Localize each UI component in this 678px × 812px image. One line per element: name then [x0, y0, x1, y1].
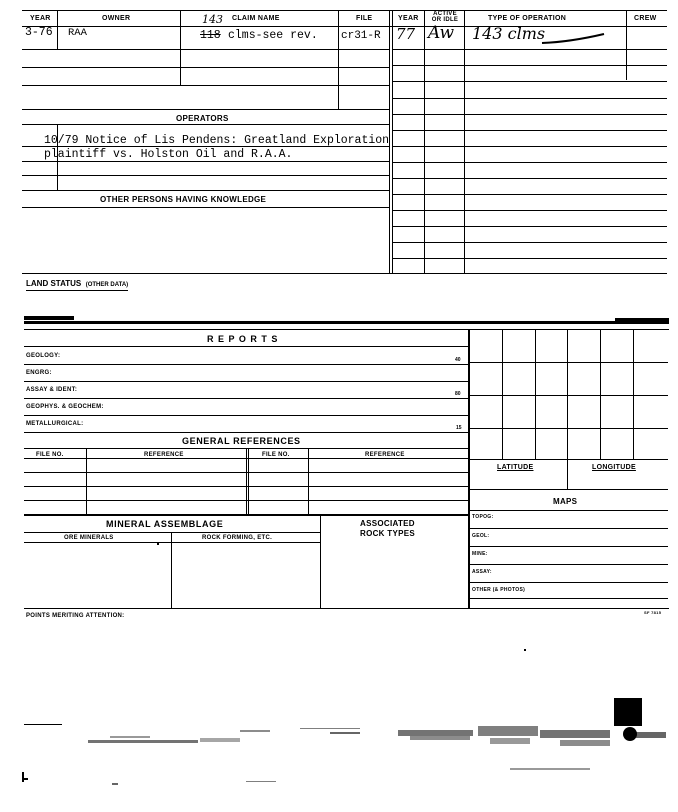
operators-line-2: plaintiff vs. Holston Oil and R.A.A. — [44, 148, 293, 161]
gr-col-divider-2b — [248, 448, 249, 514]
right-row-9 — [392, 178, 667, 179]
right-row-7 — [392, 146, 667, 147]
mineral-subheader-line — [24, 542, 320, 543]
right-row-11 — [392, 210, 667, 211]
reports-metallurgical-num: 15 — [456, 425, 462, 431]
latitude-label: LATITUDE — [497, 464, 534, 471]
header-crew: CREW — [634, 15, 657, 22]
reports-geology-num: 40 — [455, 357, 461, 363]
right-row-10 — [392, 194, 667, 195]
maps-geol: GEOL: — [472, 533, 490, 539]
col-crew-divider — [626, 10, 627, 80]
right-row-12 — [392, 226, 667, 227]
general-references-title: GENERAL REFERENCES — [182, 436, 301, 446]
maps-assay: ASSAY: — [472, 569, 492, 575]
bottom-section-top-rule — [24, 321, 669, 324]
gr-col-reference: REFERENCE — [144, 452, 184, 458]
grid-row-4 — [468, 459, 668, 460]
operators-line-1: 10/79 Notice of Lis Pendens: Greatland Exploration — [44, 134, 390, 147]
row-line-4 — [22, 109, 389, 110]
reports-geology: GEOLOGY: — [26, 353, 61, 359]
right-row-8 — [392, 162, 667, 163]
reports-line-2 — [24, 381, 468, 382]
land-status-label — [26, 277, 128, 291]
grid-bottom-line — [468, 489, 668, 490]
operators-header-line — [22, 124, 389, 125]
section-divider-a — [389, 10, 390, 274]
maps-line-5 — [468, 598, 668, 599]
reports-line-1 — [24, 364, 468, 365]
scan-noise — [0, 640, 678, 812]
activity-operation: 143 clms — [472, 24, 546, 43]
gr-col-divider-2a — [246, 448, 247, 514]
row-line-2 — [22, 67, 389, 68]
claim-count-struck: 118 — [200, 29, 221, 42]
right-row-14 — [392, 258, 667, 259]
reports-engrg: ENGRG: — [26, 370, 52, 376]
bottom-section-bottom-line — [24, 608, 669, 609]
reports-line-3 — [24, 398, 468, 399]
reports-assay-num: 80 — [455, 391, 461, 397]
reports-metallurgical: METALLURGICAL: — [26, 421, 84, 427]
top-section-bottom — [22, 273, 667, 274]
right-row-1 — [392, 49, 667, 50]
reports-header-line — [24, 346, 468, 347]
header-divider — [22, 26, 667, 27]
grid-col-1 — [502, 329, 503, 459]
header-year-2: YEAR — [398, 15, 419, 22]
scan-mark-right — [615, 318, 669, 322]
maps-line-1 — [468, 528, 668, 529]
gr-col-reference-2: REFERENCE — [365, 452, 405, 458]
activity-active: Aw — [428, 23, 455, 43]
reports-geophys: GEOPHYS. & GEOCHEM: — [26, 404, 104, 410]
entry-owner: RAA — [68, 27, 87, 39]
maps-line-3 — [468, 564, 668, 565]
entry-year: 3-76 — [25, 26, 53, 39]
reports-line-5 — [24, 432, 468, 433]
maps-line-4 — [468, 582, 668, 583]
reports-title: R E P O R T S — [207, 334, 279, 344]
reports-assay: ASSAY & IDENT: — [26, 387, 78, 393]
ore-rock-divider — [171, 532, 172, 608]
grid-col-3 — [567, 329, 568, 459]
maps-title: MAPS — [553, 497, 578, 506]
header-claim-name: CLAIM NAME — [232, 15, 280, 22]
gr-bottom-line — [24, 514, 468, 516]
right-row-6 — [392, 130, 667, 131]
other-persons-line — [22, 207, 389, 208]
mineral-header-line — [24, 532, 320, 533]
entry-claim-name: clms-see rev. — [228, 29, 318, 42]
row-line-3 — [22, 85, 389, 86]
land-status-note: (OTHER DATA) — [85, 282, 129, 288]
row-line-1 — [22, 49, 389, 50]
operators-line-b — [22, 161, 389, 162]
maps-mine: MINE: — [472, 551, 488, 557]
gr-col-divider-1 — [86, 448, 87, 514]
lat-long-divider — [567, 459, 568, 489]
right-row-5 — [392, 114, 667, 115]
right-row-13 — [392, 242, 667, 243]
header-type-of-operation: TYPE OF OPERATION — [488, 15, 567, 22]
claim-count-handwritten: 143 — [202, 13, 223, 26]
maps-line-2 — [468, 546, 668, 547]
activity-year: 77 — [396, 25, 416, 43]
operators-header: OPERATORS — [176, 114, 229, 123]
operators-line-d — [22, 190, 389, 191]
header-file: FILE — [356, 15, 373, 22]
gr-col-divider-3 — [308, 448, 309, 514]
operators-line-c — [22, 175, 389, 176]
grid-row-3 — [468, 428, 668, 429]
scan-mark-left — [24, 316, 74, 320]
points-meriting-attention: POINTS MERITING ATTENTION: — [26, 613, 125, 619]
form-code: SF 7815 — [644, 610, 662, 615]
top-border — [22, 10, 667, 11]
col-claim-divider — [338, 10, 339, 110]
gr-line-3 — [24, 500, 468, 501]
maps-other: OTHER (& PHOTOS) — [472, 587, 526, 593]
reports-line-4 — [24, 415, 468, 416]
right-row-4 — [392, 98, 667, 99]
gr-line-2 — [24, 486, 468, 487]
ore-minerals-header: ORE MINERALS — [64, 535, 114, 541]
grid-col-2 — [535, 329, 536, 459]
rock-forming-header: ROCK FORMING, ETC. — [202, 535, 273, 541]
associated-header: ASSOCIATED — [360, 519, 415, 528]
grid-col-5 — [633, 329, 634, 459]
other-persons-header: OTHER PERSONS HAVING KNOWLEDGE — [100, 195, 267, 204]
rock-types-header: ROCK TYPES — [360, 529, 416, 538]
gr-col-file-no: FILE NO. — [36, 452, 64, 458]
gr-line-1 — [24, 472, 468, 473]
mineral-assemblage-title: MINERAL ASSEMBLAGE — [106, 519, 224, 529]
operators-line-a — [22, 146, 389, 147]
col-owner-divider — [180, 10, 181, 85]
mineral-associated-divider — [320, 516, 321, 608]
grid-row-1 — [468, 362, 668, 363]
right-row-2 — [392, 65, 667, 66]
right-row-3 — [392, 81, 667, 82]
col-year-divider — [57, 10, 58, 50]
header-owner: OWNER — [102, 15, 131, 22]
maps-header-line — [468, 510, 668, 511]
grid-row-2 — [468, 395, 668, 396]
header-active-idle: ACTIVE OR IDLE — [431, 11, 459, 23]
bottom-section-second-rule — [24, 329, 669, 330]
grid-col-4 — [600, 329, 601, 459]
maps-topog: TOPOG: — [472, 514, 494, 520]
header-year: YEAR — [30, 15, 51, 22]
gr-col-file-no-2: FILE NO. — [262, 452, 290, 458]
land-status-title: LAND STATUS — [26, 279, 82, 288]
longitude-label: LONGITUDE — [592, 464, 636, 471]
entry-file: cr31-R — [341, 30, 381, 42]
activity-underline-stroke — [540, 28, 610, 48]
scan-dot — [157, 543, 159, 545]
reports-grid-divider — [468, 329, 470, 609]
